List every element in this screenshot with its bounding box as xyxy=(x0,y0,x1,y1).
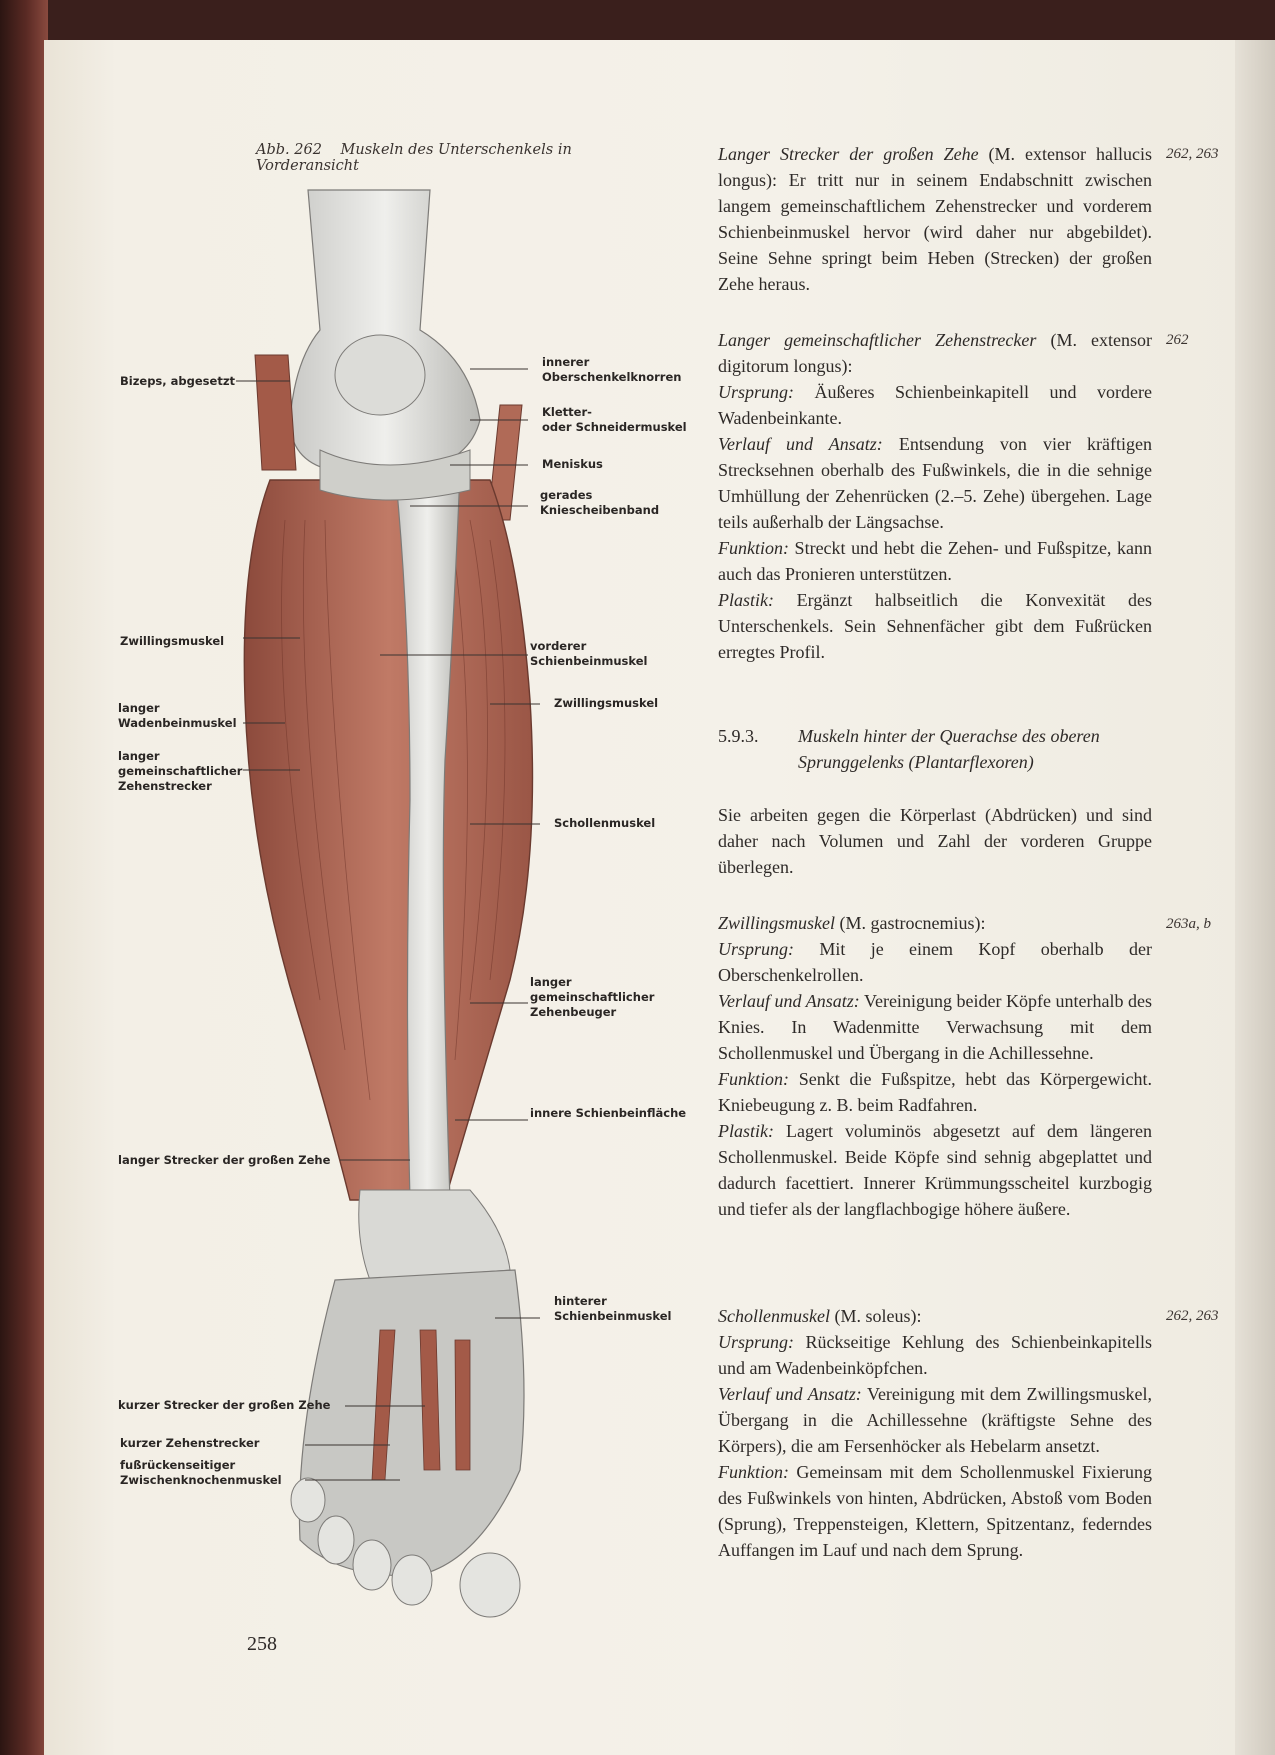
label-schneidermuskel: Kletter- oder Schneidermuskel xyxy=(542,405,687,434)
funktion-label: Funktion: xyxy=(718,1069,789,1089)
entry-gastrocnemius xyxy=(718,910,1152,1222)
figure-number: Abb. 262 xyxy=(256,142,322,158)
label-zwischenknochenmuskel: fußrückenseitiger Zwischenknochenmuskel xyxy=(120,1458,282,1487)
ursprung-label: Ursprung: xyxy=(718,382,795,402)
funktion-text: Senkt die Fußspitze, hebt das Körpergewicht. Kniebeugung z. B. beim Radfahren. xyxy=(718,1069,1152,1115)
entry-term: Langer Strecker der großen Zehe xyxy=(718,144,979,164)
verlauf-text: Vereinigung mit dem Zwillingsmuskel, Übergang in die Achillessehne (kräftigste Sehne des Körpers), die am Fersenhöcker als Hebelarm ansetzt. xyxy=(718,1384,1152,1456)
entry-extensor-digitorum xyxy=(718,327,1152,665)
femur-bone xyxy=(290,190,480,470)
funktion-label: Funktion: xyxy=(718,1462,789,1482)
verlauf-label: Verlauf und Ansatz: xyxy=(718,434,883,454)
verlauf-label: Verlauf und Ansatz: xyxy=(718,991,860,1011)
label-zwillingsmuskel-left: Zwillingsmuskel xyxy=(120,634,225,648)
label-vorderer-schienbeinmuskel: vorderer Schienbeinmuskel xyxy=(530,639,648,668)
label-zehenstrecker: langer gemeinschaftlicher Zehenstrecker xyxy=(118,749,243,793)
ursprung-text: Mit je einem Kopf oberhalb der Oberschenkelrollen. xyxy=(718,939,1152,985)
verlauf-text: Vereinigung beider Köpfe unterhalb des Knies. In Wadenmitte Verwachsung mit dem Schollenmuskel und Übergang in die Achillessehne. xyxy=(718,991,1153,1063)
plastik-text: Lagert voluminös abgesetzt auf dem längeren Schollenmuskel. Beide Köpfe sind sehnig abgeplattet und dadurch facettiert. Innerer Krümmungsscheitel kurzbogig und tiefer als der langflachbogige höhere äußere. xyxy=(718,1121,1152,1219)
entry-term: Langer gemeinschaftlicher Zehenstrecker xyxy=(718,330,1037,350)
label-hinterer-schienbeinmuskel: hinterer Schienbeinmuskel xyxy=(554,1294,672,1323)
ursprung-label: Ursprung: xyxy=(718,1332,795,1352)
lower-leg-muscles xyxy=(244,480,532,1200)
margin-ref-4: 262, 263 xyxy=(1166,1308,1219,1324)
biceps-muscle xyxy=(255,355,296,470)
page-number: 258 xyxy=(247,1633,277,1655)
funktion-text: Gemeinsam mit dem Schollenmuskel Fixierung des Fußwinkels von hinten, Abdrücken, Abstoß vom Boden (Sprung), Treppensteigen, Klettern, Spitzentanz, federndes Auffangen im Lauf und nach dem Sprung. xyxy=(718,1462,1152,1560)
ursprung-text: Äußeres Schienbeinkapitell und vordere Wadenbeinkante. xyxy=(718,382,1152,428)
knee-joint xyxy=(335,335,425,415)
margin-ref-1: 262, 263 xyxy=(1166,146,1219,162)
verlauf-label: Verlauf und Ansatz: xyxy=(718,1384,862,1404)
entry-term: Zwillingsmuskel xyxy=(718,913,836,933)
label-strecker-grosse-zehe: langer Strecker der großen Zehe xyxy=(118,1153,331,1167)
label-schollenmuskel: Schollenmuskel xyxy=(554,816,656,830)
label-kniescheibenband: gerades Kniescheibenband xyxy=(540,488,660,517)
margin-ref-2: 262 xyxy=(1166,332,1189,348)
label-zehenbeuger: langer gemeinschaftlicher Zehenbeuger xyxy=(530,975,655,1019)
entry-body: (M. soleus): xyxy=(829,1306,922,1326)
label-innere-schienbeinflaeche: innere Schienbeinfläche xyxy=(530,1106,687,1120)
verlauf-text: Entsendung von vier kräftigen Strecksehnen oberhalb des Fußwinkels, die in die sehnige Umhüllung der Zehenrücken (2.–5. Zehe) übergehen. Lage teils außerhalb der Längsachse. xyxy=(718,434,1152,532)
plastik-label: Plastik: xyxy=(718,1121,774,1141)
margin-ref-3: 263a, b xyxy=(1166,916,1211,932)
label-meniskus: Meniskus xyxy=(542,457,603,471)
entry-extensor-hallucis xyxy=(718,141,1152,297)
figure-caption xyxy=(256,142,676,174)
label-oberschenkelknorren: innerer Oberschenkelknorren xyxy=(542,355,682,384)
funktion-text: Streckt und hebt die Zehen- und Fußspitze, kann auch das Pronieren unterstützen. xyxy=(718,538,1152,584)
label-zwillingsmuskel-right: Zwillingsmuskel xyxy=(554,696,659,710)
ankle-retinaculum xyxy=(359,1190,510,1280)
plastik-text: Ergänzt halbseitlich die Konvexität des Unterschenkels. Sein Sehnenfächer gibt dem Fußrücken erregtes Profil. xyxy=(718,590,1152,662)
ursprung-text: Rückseitige Kehlung des Schienbeinkapitells und am Wadenbeinköpfchen. xyxy=(718,1332,1152,1378)
entry-body: (M. gastrocnemius): xyxy=(835,913,986,933)
entry-term: Schollenmuskel xyxy=(718,1306,830,1326)
label-bizeps: Bizeps, abgesetzt xyxy=(120,374,236,388)
entry-body: (M. extensor hallucis longus): Er tritt nur in seinem Endabschnitt zwischen langem gemeinschaftlichem Zehenstrecker und vorderem Schienbeinmuskel hervor (wird daher nur abgebildet). Seine Sehne springt beim Heben (Strecken) der großen Zehe heraus. xyxy=(718,144,1152,294)
label-wadenbeinmuskel: langer Wadenbeinmuskel xyxy=(118,701,237,730)
section-intro xyxy=(718,802,1152,880)
label-kurzer-strecker-grosse-zehe: kurzer Strecker der großen Zehe xyxy=(118,1398,331,1412)
entry-body: (M. extensor digitorum longus): xyxy=(718,330,1152,376)
section-heading xyxy=(718,723,1152,775)
figure-title: Muskeln des Unterschenkels in Vorderansicht xyxy=(256,142,572,174)
entry-soleus xyxy=(718,1303,1152,1563)
funktion-label: Funktion: xyxy=(718,538,789,558)
section-number: 5.9.3. xyxy=(718,726,759,746)
ursprung-label: Ursprung: xyxy=(718,939,795,959)
section-title: Muskeln hinter der Querachse des oberen Sprunggelenks (Plantarflexoren) xyxy=(798,726,1100,772)
label-kurzer-zehenstrecker: kurzer Zehenstrecker xyxy=(120,1436,260,1450)
plastik-label: Plastik: xyxy=(718,590,774,610)
intro-text: Sie arbeiten gegen die Körperlast (Abdrücken) und sind daher nach Volumen und Zahl der vorderen Gruppe überlegen. xyxy=(718,805,1152,877)
